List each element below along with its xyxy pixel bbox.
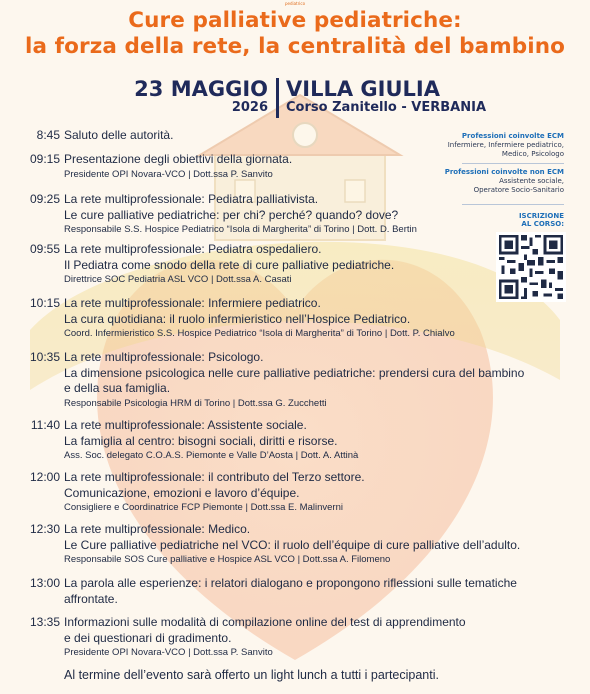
program-line: Saluto delle autorità. (64, 128, 174, 142)
ecm-text-1: Infermiere, Infermiere pediatrico, (447, 141, 564, 149)
program-line: e dei questionari di gradimento. (64, 630, 232, 645)
page-title (0, 8, 590, 60)
program-body (64, 576, 584, 607)
program-line: Le Cure palliative pediatriche nel VCO: il ruolo dell’équipe di cure palliative dell’adulto. (64, 537, 521, 552)
program-line: La famiglia al centro: bisogni sociali, diritti e risorse. (64, 433, 338, 448)
program-line: e della sua famiglia. (64, 381, 171, 395)
venue-address: Corso Zanitello - VERBANIA (286, 100, 487, 115)
program-speaker: Presidente OPI Novara-VCO | Dott.ssa P. Sanvito (64, 647, 273, 658)
program-body (64, 128, 584, 144)
event-date (108, 78, 268, 116)
program-body (64, 152, 584, 182)
program-body (64, 350, 584, 411)
program-line: Presentazione degli obiettivi della giornata. (64, 152, 293, 166)
program-speaker: Responsabile SOS Cure palliative e Hospice ASL VCO | Dott.ssa A. Filomeno (64, 554, 391, 565)
title-line-1: Cure palliative pediatriche: (128, 8, 462, 33)
event-date-year: 2026 (231, 100, 268, 115)
nonecm-heading: Professioni coinvolte non ECM (444, 168, 564, 176)
ecm-heading: Professioni coinvolte ECM (461, 132, 564, 140)
program-time: 13:35 (29, 615, 60, 629)
registration-label-1: ISCRIZIONE (518, 212, 564, 220)
program-speaker: Direttrice SOC Pediatria ASL VCO | Dott.ssa A. Casati (64, 274, 292, 285)
registration-label-2: AL CORSO: (521, 220, 564, 228)
program-line: Comunicazione, emozioni e lavoro d’équipe. (64, 485, 300, 500)
nonecm-text-2: Operatore Socio-Sanitario (473, 186, 564, 194)
program-line: La dimensione psicologica nelle cure palliative pediatriche: prendersi cura del bambino (64, 365, 525, 380)
program-speaker: Coord. Infermieristico S.S. Hospice Pediatrico “Isola di Margherita” di Torino | Dott. P. Chialvo (64, 328, 455, 339)
program-time: 12:00 (29, 470, 60, 484)
program-time: 8:45 (36, 128, 60, 142)
program-line: La rete multiprofessionale: Infermiere pediatrico. (64, 296, 321, 310)
program-body (64, 192, 584, 237)
venue-name: VILLA GIULIA (286, 77, 440, 101)
event-date-day: 23 MAGGIO (134, 77, 268, 101)
program-speaker: Presidente OPI Novara-VCO | Dott.ssa P. Sanvito (64, 168, 273, 180)
program-line: La parola alle esperienze: i relatori dialogano e propongono riflessioni sulle tematiche (64, 576, 517, 590)
program-line: La cura quotidiana: il ruolo infermieristico nell’Hospice Pediatrico. (64, 311, 411, 326)
program-line: La rete multiprofessionale: Assistente sociale. (64, 418, 307, 432)
program-line: Il Pediatra come snodo della rete di cure palliative pediatriche. (64, 257, 395, 272)
program-line: La rete multiprofessionale: il contributo del Terzo settore. (64, 470, 365, 484)
program-time: 10:15 (29, 296, 60, 310)
program-time: 10:35 (29, 350, 60, 364)
program-body (64, 615, 584, 660)
program-line: La rete multiprofessionale: Pediatra palliativista. (64, 192, 319, 206)
program-time: 09:15 (29, 152, 60, 166)
event-venue (286, 78, 526, 116)
program-body (64, 296, 584, 341)
program-body (64, 522, 584, 567)
program-line: Informazioni sulle modalità di compilazione online del test di apprendimento (64, 615, 466, 629)
program-speaker: Ass. Soc. delegato C.O.A.S. Piemonte e Valle D’Aosta | Dott. A. Attinà (64, 450, 359, 461)
program-line: Le cure palliative pediatriche: per chi? perché? quando? dove? (64, 207, 399, 222)
program-time: 11:40 (30, 418, 60, 432)
program-body (64, 470, 584, 515)
program-speaker: Consigliere e Coordinatrice FCP Piemonte | Dott.ssa E. Malinverni (64, 502, 343, 513)
program-time: 09:55 (29, 242, 60, 256)
program-time: 13:00 (29, 576, 60, 590)
program-line: La rete multiprofessionale: Medico. (64, 522, 251, 536)
program-line: La rete multiprofessionale: Psicologo. (64, 350, 264, 364)
program-time: 12:30 (29, 522, 60, 536)
title-line-2: la forza della rete, la centralità del bambino (25, 34, 565, 59)
ecm-text-2: Medico, Psicologo (501, 150, 564, 158)
program-body (64, 418, 584, 463)
program-speaker: Responsabile S.S. Hospice Pediatrico “Isola di Margherita” di Torino | Dott. D. Bertin (64, 224, 417, 235)
program-line: La rete multiprofessionale: Pediatra ospedaliero. (64, 242, 322, 256)
footer-note: Al termine dell’evento sarà offerto un light lunch a tutti i partecipanti. (64, 668, 439, 682)
date-divider (276, 78, 279, 118)
program-speaker: Responsabile Psicologia HRM di Torino | Dott.ssa G. Zucchetti (64, 397, 327, 409)
program-line: affrontate. (64, 591, 118, 606)
logo-text: pediatrico (284, 1, 306, 6)
program-time: 09:25 (29, 192, 60, 206)
program-body (64, 242, 584, 287)
nonecm-text-1: Assistente sociale, (499, 177, 564, 185)
